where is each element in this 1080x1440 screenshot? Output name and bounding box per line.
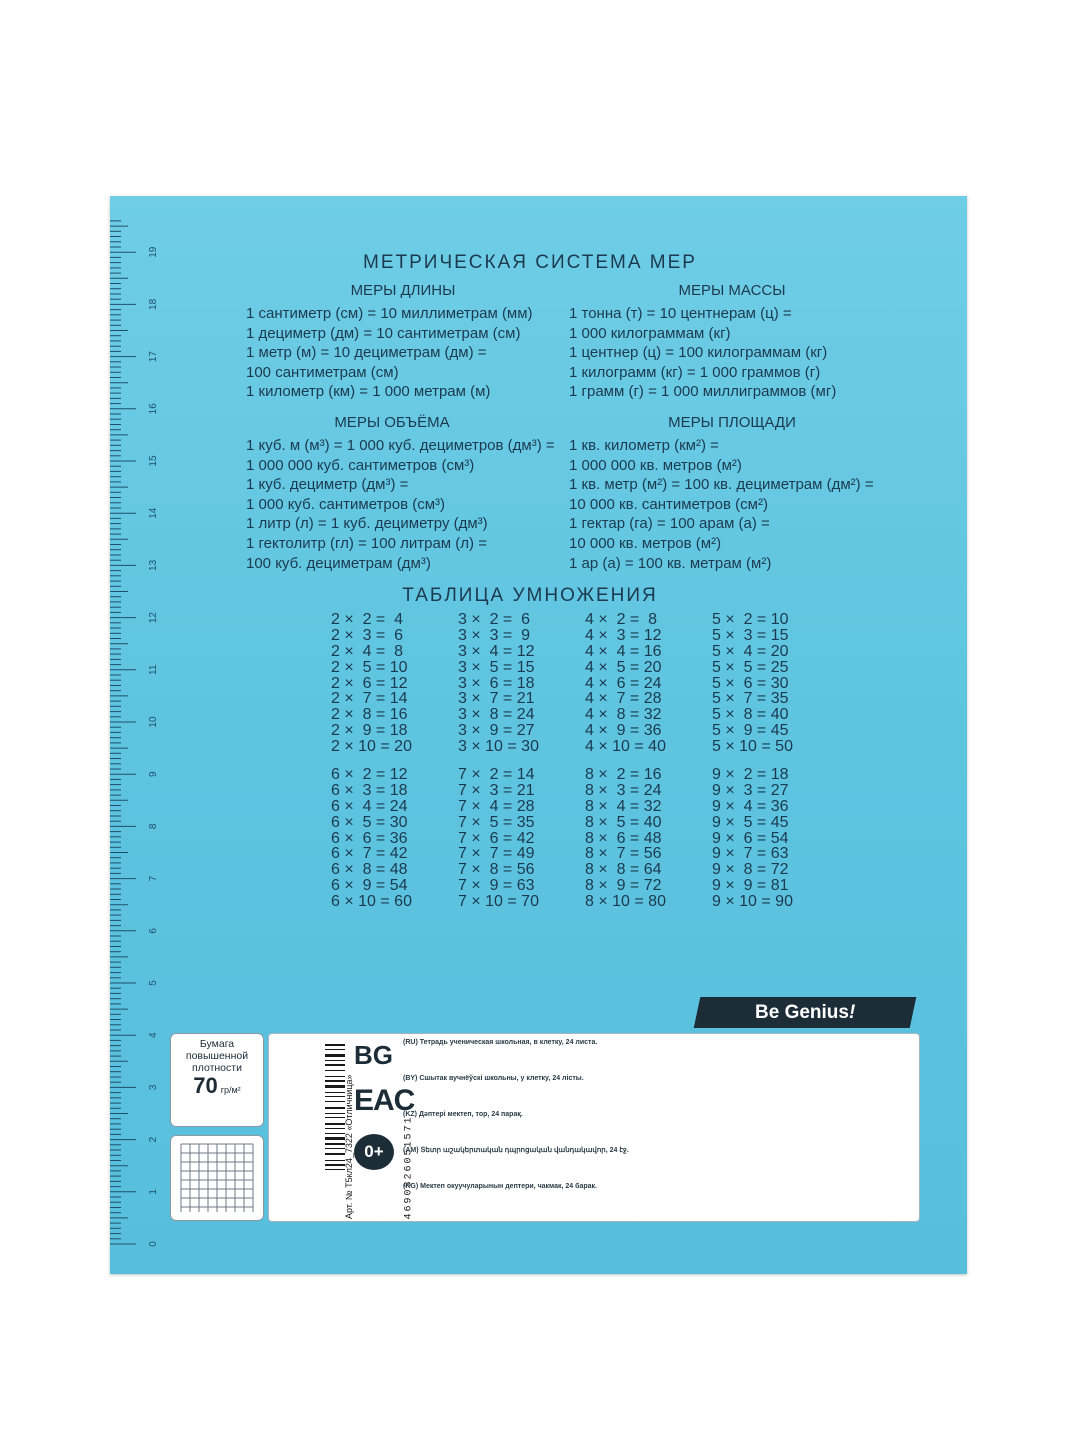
mult-row: 9 × 7 = 63: [712, 845, 789, 863]
mult-row: 7 × 8 = 56: [458, 861, 535, 879]
mult-row: 6 × 2 = 12: [331, 766, 408, 783]
mult-row: 9 × 3 = 27: [712, 781, 789, 799]
article-number: Арт. № T5кл24_7322 «Отличница»: [344, 1074, 354, 1219]
mass-heading: МЕРЫ МАССЫ: [678, 282, 786, 299]
legal-text-line: (KZ) Дәптері мектеп, тор, 24 парақ.: [403, 1111, 523, 1118]
mass-line: 1 центнер (ц) = 100 килограммам (кг): [569, 344, 828, 362]
paper-density-unit: гр/м²: [220, 1085, 241, 1095]
area-line: 1 кв. километр (км²) =: [569, 437, 719, 454]
volume-line: 1 000 куб. сантиметров (см³): [246, 495, 446, 513]
brand-badge: Be Genius!: [694, 997, 917, 1028]
mult-row: 9 × 2 = 18: [712, 766, 789, 783]
length-line: 100 сантиметрам (см): [246, 363, 399, 381]
ruler-label: 4: [148, 1032, 159, 1038]
ruler-label: 17: [148, 351, 159, 363]
mult-row: 6 × 9 = 54: [331, 877, 408, 895]
mult-row: 7 × 4 = 28: [458, 797, 535, 815]
mult-row: 4 × 2 = 8: [585, 611, 658, 628]
mult-row: 2 × 6 = 12: [331, 674, 408, 692]
mass-line: 1 килограмм (кг) = 1 000 граммов (г): [569, 363, 821, 381]
volume-heading: МЕРЫ ОБЪЁМА: [334, 414, 450, 431]
ruler-label: 14: [148, 507, 159, 519]
mult-row: 2 × 7 = 14: [331, 690, 408, 708]
mult-row: 2 × 4 = 8: [331, 642, 404, 660]
mult-row: 5 × 6 = 30: [712, 674, 789, 692]
volume-line: 1 куб. дециметр (дм³) =: [246, 476, 409, 494]
mult-row: 9 × 6 = 54: [712, 829, 789, 847]
legal-text-line: (RU) Тетрадь ученическая школьная, в клетку, 24 листа.: [403, 1039, 598, 1046]
ruler-label: 18: [148, 298, 159, 310]
mult-column: [585, 767, 666, 910]
mult-row: 5 × 3 = 15: [712, 626, 789, 644]
mult-row: 5 × 4 = 20: [712, 642, 789, 660]
mult-column: [458, 767, 539, 910]
mult-row: 6 × 3 = 18: [331, 781, 408, 799]
ruler-label: 7: [148, 875, 159, 882]
mult-row: 3 × 9 = 27: [458, 722, 535, 740]
length-line: 1 сантиметр (см) = 10 миллиметрам (мм): [246, 305, 533, 322]
mult-column: [585, 612, 666, 755]
eac-logo: EAC: [354, 1084, 415, 1117]
volume-line: 1 000 000 куб. сантиметров (см³): [246, 456, 475, 474]
paper-density-label: [170, 1033, 264, 1127]
age-rating-badge: 0+: [354, 1134, 394, 1170]
barcode: [273, 1038, 351, 1218]
mult-row: 4 × 8 = 32: [585, 706, 662, 724]
mult-row: 5 × 2 = 10: [712, 611, 789, 628]
mult-column: [331, 767, 412, 910]
paper-line-1: Бумага: [199, 1038, 235, 1050]
legal-text: [403, 1038, 913, 1218]
product-info-box: [268, 1033, 920, 1222]
mult-row: 7 × 9 = 63: [458, 877, 535, 895]
mult-row: 2 × 10 = 20: [331, 738, 412, 756]
legal-text-line: (KG) Мектеп окуучуларынын дептери, чакмак, 24 барак.: [403, 1183, 597, 1190]
mult-row: 6 × 8 = 48: [331, 861, 408, 879]
mult-row: 6 × 4 = 24: [331, 797, 408, 815]
ruler-label: 10: [148, 716, 159, 728]
metric-title: МЕТРИЧЕСКАЯ СИСТЕМА МЕР: [363, 252, 697, 273]
paper-density-value: 70: [193, 1073, 218, 1098]
mult-row: 2 × 5 = 10: [331, 658, 408, 676]
ruler-label: 8: [148, 823, 159, 830]
mult-row: 3 × 7 = 21: [458, 690, 535, 708]
area-line: 1 кв. метр (м²) = 100 кв. дециметрам (дм²) =: [569, 476, 874, 494]
mult-column: [712, 767, 793, 910]
mass-line: 1 грамм (г) = 1 000 миллиграммов (мг): [569, 383, 837, 401]
mult-row: 6 × 10 = 60: [331, 893, 412, 911]
area-heading: МЕРЫ ПЛОЩАДИ: [668, 414, 796, 431]
mult-row: 3 × 8 = 24: [458, 706, 535, 724]
mult-row: 2 × 2 = 4: [331, 611, 404, 628]
mult-row: 4 × 5 = 20: [585, 658, 662, 676]
mult-column: [712, 612, 793, 755]
ruler-label: 13: [148, 559, 159, 571]
mult-row: 2 × 8 = 16: [331, 706, 408, 724]
ruler-label: 6: [148, 928, 159, 934]
mult-row: 8 × 10 = 80: [585, 893, 666, 911]
ruler-label: 11: [148, 664, 159, 675]
mult-row: 3 × 2 = 6: [458, 611, 531, 628]
mult-row: 9 × 10 = 90: [712, 893, 793, 911]
mult-row: 8 × 3 = 24: [585, 781, 662, 799]
mult-row: 2 × 9 = 18: [331, 722, 408, 740]
mult-row: 5 × 8 = 40: [712, 706, 789, 724]
mult-row: 5 × 7 = 35: [712, 690, 789, 708]
mult-row: 8 × 2 = 16: [585, 766, 662, 783]
mult-row: 7 × 5 = 35: [458, 813, 535, 831]
ruler-label: 5: [148, 980, 159, 986]
mult-row: 6 × 7 = 42: [331, 845, 408, 863]
grid-sample-icon: [170, 1135, 264, 1221]
volume-line: 1 куб. м (м³) = 1 000 куб. дециметров (дм³) =: [246, 437, 555, 454]
mult-row: 9 × 5 = 45: [712, 813, 789, 831]
mult-row: 7 × 6 = 42: [458, 829, 535, 847]
volume-lines: [246, 436, 555, 573]
mult-row: 7 × 2 = 14: [458, 766, 535, 783]
mult-row: 7 × 10 = 70: [458, 893, 539, 911]
ruler-label: 9: [148, 771, 159, 777]
volume-line: 1 литр (л) = 1 куб. дециметру (дм³): [246, 515, 488, 533]
bg-logo: BG: [354, 1040, 393, 1070]
mult-row: 4 × 6 = 24: [585, 674, 662, 692]
mult-row: 8 × 7 = 56: [585, 845, 662, 863]
legal-text-line: (BY) Сшытак вучнёўскі школьны, у клетку, 24 лісты.: [403, 1075, 584, 1082]
ruler-label: 3: [148, 1084, 159, 1091]
mult-row: 7 × 3 = 21: [458, 781, 535, 799]
length-line: 1 километр (км) = 1 000 метрам (м): [246, 383, 491, 401]
multiplication-title: ТАБЛИЦА УМНОЖЕНИЯ: [402, 585, 658, 606]
legal-text-line: (AM) Տետր աշակերտական դպրոցական վանդակավոր, 24 էջ.: [403, 1147, 629, 1154]
paper-line-2: повышенной: [185, 1050, 249, 1062]
mult-row: 3 × 3 = 9: [458, 626, 531, 644]
mult-row: 7 × 7 = 49: [458, 845, 535, 863]
ruler-label: 2: [148, 1136, 159, 1143]
ruler-label: 15: [148, 455, 159, 467]
mult-row: 4 × 10 = 40: [585, 738, 666, 756]
mult-row: 2 × 3 = 6: [331, 626, 404, 644]
mult-row: 8 × 9 = 72: [585, 877, 662, 895]
mass-lines: [569, 304, 836, 402]
mult-row: 8 × 5 = 40: [585, 813, 662, 831]
area-line: 10 000 кв. метров (м²): [569, 534, 722, 552]
length-heading: МЕРЫ ДЛИНЫ: [350, 282, 456, 299]
mult-row: 8 × 6 = 48: [585, 829, 662, 847]
mult-row: 3 × 5 = 15: [458, 658, 535, 676]
volume-line: 100 куб. дециметрам (дм³): [246, 554, 431, 572]
ruler: [110, 196, 170, 1274]
mult-row: 8 × 4 = 32: [585, 797, 662, 815]
mult-row: 6 × 5 = 30: [331, 813, 408, 831]
mult-row: 4 × 7 = 28: [585, 690, 662, 708]
mult-row: 4 × 3 = 12: [585, 626, 662, 644]
ruler-label: 1: [148, 1189, 159, 1195]
barcode-number: 4690326051571: [403, 1115, 415, 1220]
area-line: 1 гектар (га) = 100 арам (а) =: [569, 515, 770, 533]
mult-row: 4 × 9 = 36: [585, 722, 662, 740]
area-line: 10 000 кв. сантиметров (см²): [569, 495, 768, 513]
mult-row: 3 × 6 = 18: [458, 674, 535, 692]
mult-row: 5 × 9 = 45: [712, 722, 789, 740]
mult-row: 9 × 9 = 81: [712, 877, 789, 895]
mult-column: [331, 612, 412, 755]
volume-line: 1 гектолитр (гл) = 100 литрам (л) =: [246, 534, 487, 552]
mass-line: 1 000 килограммам (кг): [569, 324, 731, 342]
mult-column: [458, 612, 539, 755]
mult-row: 4 × 4 = 16: [585, 642, 662, 660]
mult-row: 9 × 8 = 72: [712, 861, 789, 879]
area-line: 1 ар (а) = 100 кв. метрам (м²): [569, 554, 772, 572]
length-line: 1 дециметр (дм) = 10 сантиметрам (см): [246, 324, 521, 342]
ruler-label: 19: [148, 246, 159, 258]
area-lines: [569, 436, 874, 573]
ruler-label: 12: [148, 612, 159, 624]
mult-row: 6 × 6 = 36: [331, 829, 408, 847]
brand-text: Be Genius: [754, 1002, 849, 1023]
mult-row: 8 × 8 = 64: [585, 861, 662, 879]
length-lines: [246, 304, 533, 402]
mult-row: 5 × 5 = 25: [712, 658, 789, 676]
mult-row: 3 × 10 = 30: [458, 738, 539, 756]
paper-line-3: плотности: [192, 1062, 242, 1074]
mult-row: 9 × 4 = 36: [712, 797, 789, 815]
length-line: 1 метр (м) = 10 дециметрам (дм) =: [246, 344, 487, 362]
mass-line: 1 тонна (т) = 10 центнерам (ц) =: [569, 305, 792, 322]
area-line: 1 000 000 кв. метров (м²): [569, 456, 742, 474]
ruler-label: 16: [148, 403, 159, 415]
ruler-label: 0: [148, 1241, 159, 1247]
mult-row: 3 × 4 = 12: [458, 642, 535, 660]
mult-row: 5 × 10 = 50: [712, 738, 793, 756]
